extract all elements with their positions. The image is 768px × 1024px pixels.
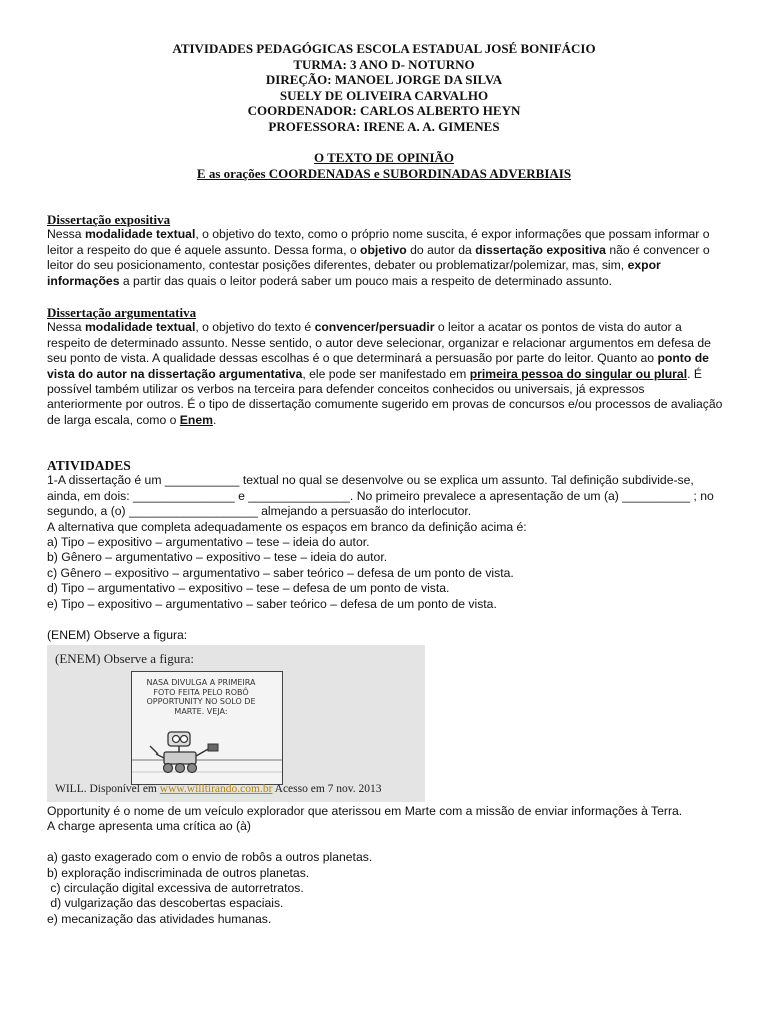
bold-run: convencer/persuadir: [314, 320, 435, 335]
credit-text: WILL. Disponível em: [55, 783, 160, 795]
question-2-prompt: A charge apresenta uma crítica ao (à): [47, 819, 251, 834]
section-expositiva: [47, 212, 723, 289]
section-paragraph: [47, 320, 723, 428]
bold-underline-run: primeira pessoa do singular ou plural: [469, 366, 688, 381]
text-run: o leitor a acatar os pontos de vista do autor a respeito de determinado assunto. Nesse sentido, o autor deve selecionar, organizar e relacionar argumentos em defesa de seu ponto de vista. A qualidade dessas escolhas é o que determinará a persuasão por parte do leitor. Quanto ao: [47, 320, 711, 366]
text-run: , ele pode ser manifestado em: [302, 366, 470, 381]
question-1-prompt: A alternativa que completa adequadamente os espaços em branco da definição acima é:: [47, 519, 527, 534]
section-argumentativa: [47, 305, 723, 428]
header-line: SUELY DE OLIVEIRA CARVALHO: [279, 87, 489, 103]
header-line: PROFESSORA: IRENE A. A. GIMENES: [268, 118, 500, 134]
credit-link[interactable]: www.willtirando.com.br: [159, 783, 273, 795]
question-1: 1-A dissertação é um ___________ textual no qual se desenvolve ou se explica um assunto. Tal definição subdivide-se, ainda, em dois: _______________ e _______________. No primeiro prevalece a apresentação de um (a) __________ ; no segundo, a (o) ___________________ almejando a persuasão do interlocutor.: [47, 473, 714, 519]
robot-illustration: [132, 672, 282, 784]
spacer: [47, 835, 723, 850]
text-run: Nessa: [47, 320, 85, 335]
figure-caption-top: (ENEM) Observe a figura:: [55, 651, 194, 666]
answer-option: e) Tipo – expositivo – argumentativo – saber teórico – defesa de um ponto de vista.: [47, 596, 497, 611]
header-line: DIREÇÃO: MANOEL JORGE DA SILVA: [265, 72, 503, 88]
comic-panel: [131, 671, 283, 785]
text-run: , o objetivo do texto, como o próprio nome suscita, é expor informações que possam informar o leitor a respeito do que é aquele assunto. Dessa forma, o: [47, 227, 710, 257]
section-paragraph: [47, 227, 723, 289]
question-2-intro-block: [47, 628, 723, 643]
text-run: a partir das quais o leitor poderá saber um pouco mais a respeito de determinado assunto.: [119, 273, 613, 288]
bold-run: ponto de vista do autor na dissertação argumentativa: [47, 351, 709, 381]
bold-run: expor informações: [47, 258, 661, 288]
document-title: [0, 150, 768, 182]
question-2-body: [47, 804, 723, 927]
document-header: [0, 41, 768, 135]
text-run: , o objetivo do texto é: [195, 320, 315, 335]
answer-option: b) Gênero – argumentativo – expositivo – tese – ideia do autor.: [47, 550, 388, 565]
question-2-intro: (ENEM) Observe a figura:: [47, 628, 188, 642]
section-heading: Dissertação argumentativa: [47, 305, 197, 320]
section-atividades: [47, 458, 723, 612]
header-line: COORDENADOR: CARLOS ALBERTO HEYN: [247, 103, 521, 119]
bold-run: modalidade textual: [84, 227, 196, 242]
text-run: .: [213, 412, 217, 427]
answer-option: b) exploração indiscriminada de outros planetas.: [47, 865, 310, 880]
bold-underline-run: Enem: [179, 412, 213, 427]
figure-credit: [55, 783, 425, 795]
bold-run: dissertação expositiva: [475, 242, 606, 257]
bold-run: objetivo: [360, 242, 407, 257]
text-run: do autor da: [406, 242, 476, 257]
answer-option: c) Gênero – expositivo – argumentativo – saber teórico – defesa de um ponto de vista.: [47, 565, 514, 580]
title-line-2: E as orações COORDENADAS e SUBORDINADAS ADVERBIAIS: [196, 166, 572, 181]
text-run: não é convencer o leitor do seu posicionamento, contestar posições diferentes, debater ou problematizar/polemizar, mas, sim,: [47, 242, 710, 273]
bold-run: modalidade textual: [84, 320, 196, 335]
answer-option: d) vulgarização das descobertas espaciais.: [47, 896, 284, 911]
header-line: ATIVIDADES PEDAGÓGICAS ESCOLA ESTADUAL JOSÉ BONIFÁCIO: [172, 41, 596, 56]
comic-text: NASA DIVULGA A PRIMEIRA FOTO FEITA PELO ROBÔ OPPORTUNITY NO SOLO DE MARTE. VEJA:: [146, 678, 256, 716]
text-run: Nessa: [47, 227, 85, 242]
answer-option: d) Tipo – argumentativo – expositivo – tese – defesa de um ponto de vista.: [47, 581, 450, 596]
answer-option: e) mecanização das atividades humanas.: [47, 911, 272, 926]
text-run: . É possível também utilizar os verbos na terceira para defender conceitos conhecidos ou universais, já expressos anteriormente por outros. É o tipo de dissertação comumente sugerido em provas de concursos e/ou processos de avaliação de larga escala, como o: [47, 366, 723, 427]
title-line-1: O TEXTO DE OPINIÃO: [313, 150, 455, 165]
section-heading: Dissertação expositiva: [47, 212, 171, 227]
answer-option: a) gasto exagerado com o envio de robôs a outros planetas.: [47, 850, 373, 865]
question-2-text: Opportunity é o nome de um veículo explorador que aterissou em Marte com a missão de enviar informações à Terra.: [47, 804, 683, 818]
enem-figure: [47, 645, 425, 802]
activities-title: ATIVIDADES: [47, 458, 131, 473]
answer-option: a) Tipo – expositivo – argumentativo – tese – ideia do autor.: [47, 535, 370, 550]
header-line: TURMA: 3 ANO D- NOTURNO: [293, 56, 475, 72]
answer-option: c) circulação digital excessiva de autorretratos.: [47, 881, 304, 896]
credit-text: Acesso em 7 nov. 2013: [272, 783, 382, 795]
